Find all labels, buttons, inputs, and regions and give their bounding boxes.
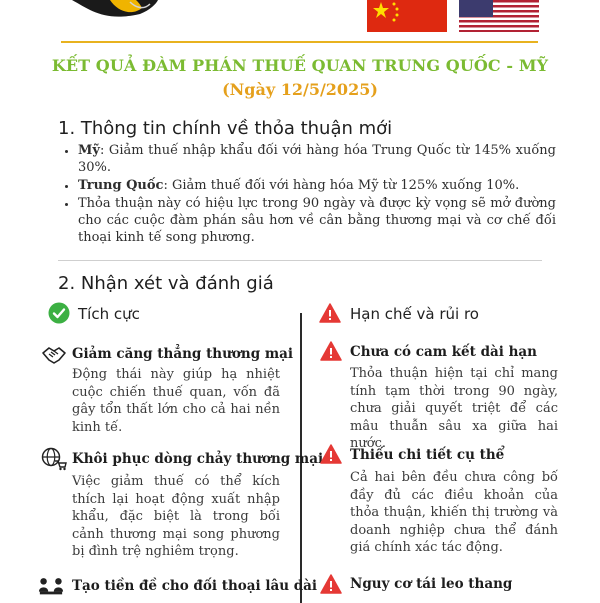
check-circle-icon bbox=[48, 302, 70, 324]
positive-column-heading: Tích cực bbox=[78, 305, 140, 323]
negative-item-title: Thiếu chi tiết cụ thể bbox=[350, 447, 505, 463]
list-item bbox=[78, 195, 556, 246]
list-item bbox=[78, 142, 556, 176]
agreement-bullet-list bbox=[62, 142, 556, 247]
negative-column-heading: Hạn chế và rủi ro bbox=[350, 305, 479, 323]
negative-item-title: Nguy cơ tái leo thang bbox=[350, 576, 513, 592]
document-date: (Ngày 12/5/2025) bbox=[222, 80, 378, 99]
section-2-heading: 2. Nhận xét và đánh giá bbox=[58, 273, 274, 294]
china-flag-icon bbox=[367, 0, 447, 32]
negative-item-body: Cả hai bên đều chưa công bố đầy đủ các điều khoản của thỏa thuận, khiến thị trường và doanh nghiệp chưa thể đánh giá chính xác tác động. bbox=[350, 470, 558, 555]
positive-item-title: Tạo tiền đề cho đối thoại lâu dài bbox=[72, 578, 318, 594]
bullet-text: Thỏa thuận này có hiệu lực trong 90 ngày và được kỳ vọng sẽ mở đường cho các cuộc đàm phán sâu hơn về cân bằng thương mại và cơ chế đối thoại kinh tế song phương. bbox=[78, 196, 556, 245]
bullet-lead: Trung Quốc bbox=[78, 178, 164, 193]
meeting-icon bbox=[38, 574, 64, 598]
us-flag-icon bbox=[459, 0, 539, 32]
section-1-heading: 1. Thông tin chính về thỏa thuận mới bbox=[58, 118, 393, 139]
positive-item-title: Giảm căng thẳng thương mại bbox=[72, 346, 294, 362]
section-divider bbox=[58, 260, 542, 261]
bullet-lead: Mỹ bbox=[78, 143, 100, 158]
warning-icon bbox=[320, 341, 342, 361]
warning-icon bbox=[320, 444, 342, 464]
handshake-icon bbox=[41, 343, 67, 367]
document-title: KẾT QUẢ ĐÀM PHÁN THUẾ QUAN TRUNG QUỐC - MỸ bbox=[51, 56, 549, 75]
list-item bbox=[78, 177, 556, 194]
negative-item-body: Thỏa thuận hiện tại chỉ mang tính tạm thời trong 90 ngày, chưa giải quyết triệt để các mâu thuẫn sâu xa giữa hai nước. bbox=[350, 366, 558, 451]
warning-icon bbox=[320, 574, 342, 594]
bullet-text: : Giảm thuế đối với hàng hóa Mỹ từ 125% xuống 10%. bbox=[163, 178, 520, 193]
globe-cart-icon bbox=[41, 447, 67, 471]
positive-item-body: Động thái này giúp hạ nhiệt cuộc chiến thuế quan, vốn đã gây tổn thất lớn cho cả hai nền kinh tế. bbox=[72, 367, 280, 435]
bullet-text: : Giảm thuế nhập khẩu đối với hàng hóa Trung Quốc từ 145% xuống 30%. bbox=[78, 143, 556, 175]
logo-image bbox=[70, 0, 160, 32]
warning-icon bbox=[319, 303, 341, 323]
positive-item-title: Khôi phục dòng chảy thương mại bbox=[72, 451, 324, 467]
positive-item-body: Việc giảm thuế có thể kích thích lại hoạt động xuất nhập khẩu, đặc biệt là trong bối cảnh thương mại song phương bị đình trệ nghiêm trọng. bbox=[72, 474, 280, 559]
negative-item-title: Chưa có cam kết dài hạn bbox=[350, 344, 537, 360]
title-divider bbox=[61, 41, 538, 43]
